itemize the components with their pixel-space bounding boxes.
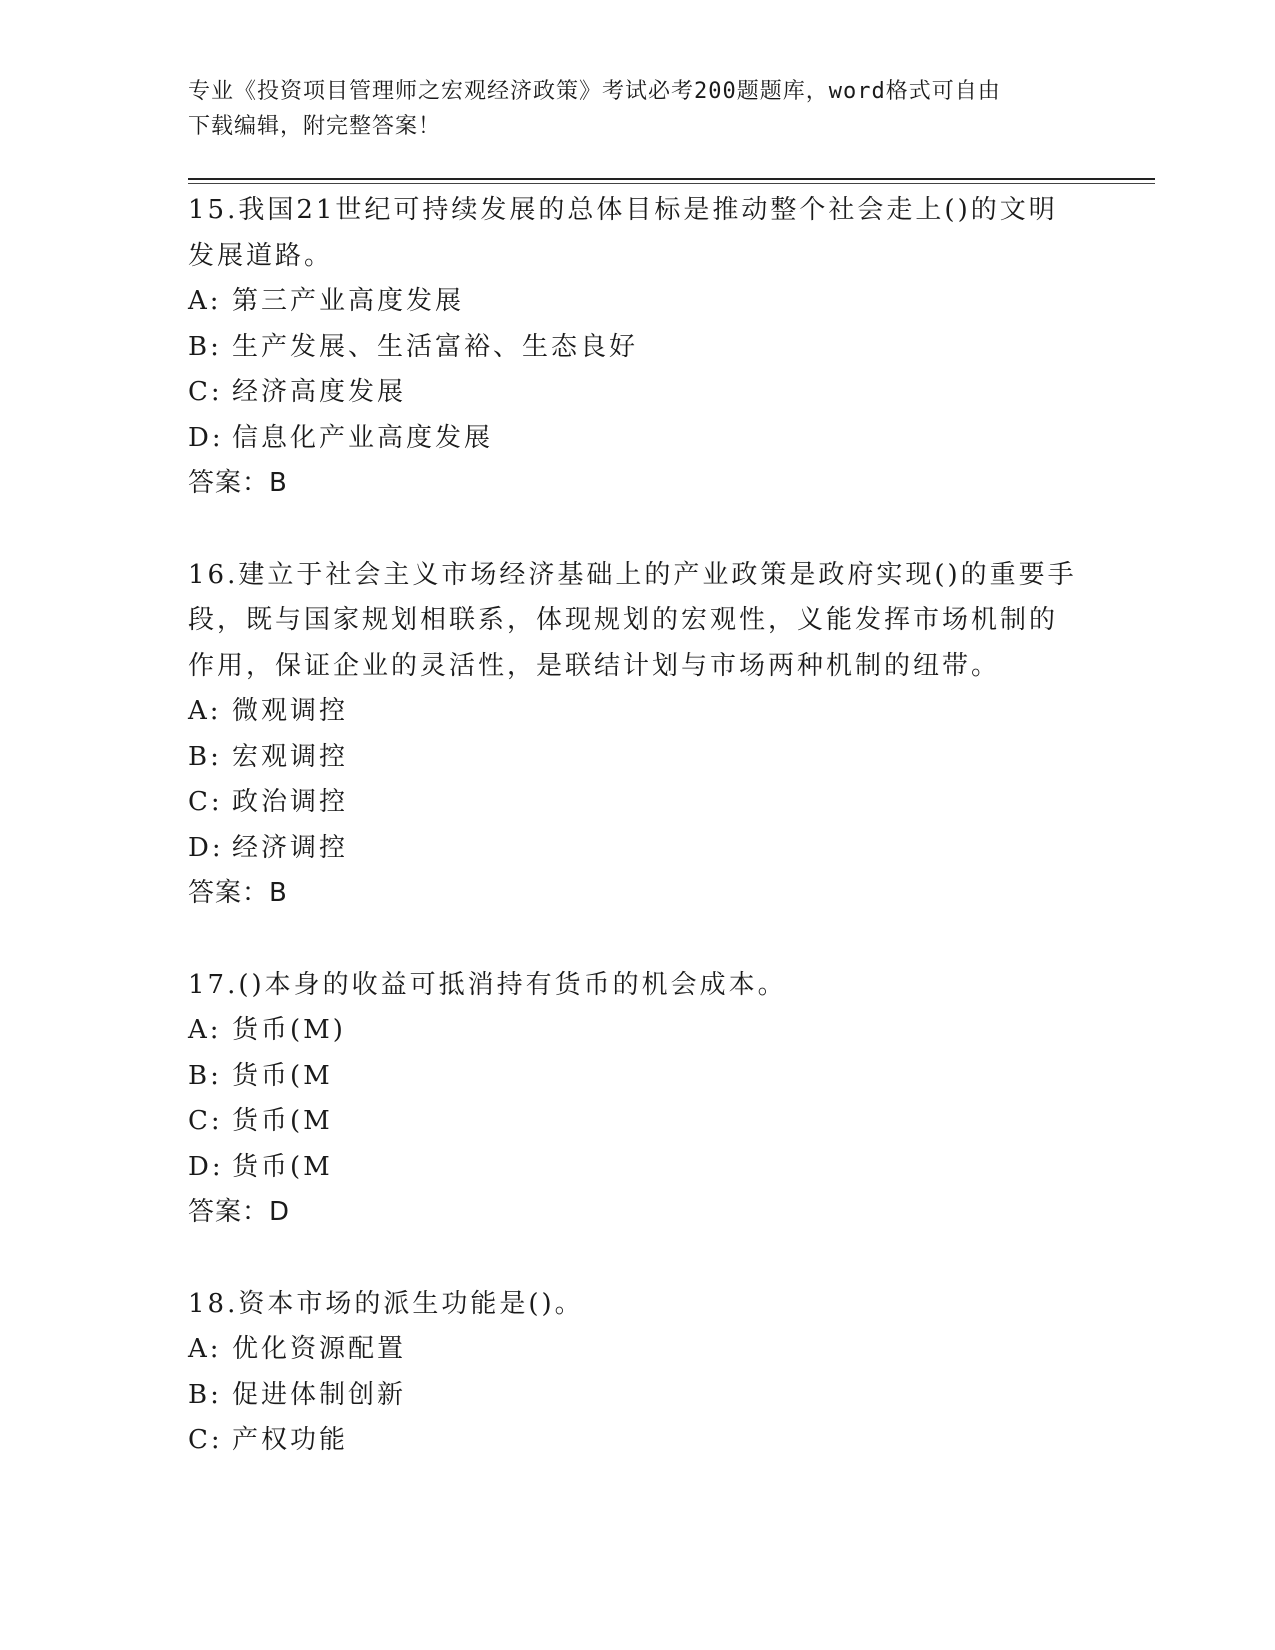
- answer-option: [188, 1008, 1088, 1054]
- option-text: 货币(M: [232, 1060, 333, 1091]
- question-stem-line: 段，既与国家规划相联系，体现规划的宏观性，义能发挥市场机制的: [188, 605, 1059, 635]
- option-text: 经济调控: [232, 832, 349, 863]
- question-stem-line: 作用，保证企业的灵活性，是联结计划与市场两种机制的纽带。: [188, 650, 1001, 681]
- option-text: 第三产业高度发展: [232, 286, 465, 316]
- question-block: [188, 1282, 1088, 1464]
- question-list: [188, 188, 1088, 1510]
- header-rule-thin: [188, 183, 1155, 184]
- answer-option: [188, 1418, 1088, 1464]
- option-text: 货币(M: [232, 1151, 333, 1182]
- answer-option: [188, 826, 1088, 872]
- option-letter: C:: [188, 377, 223, 407]
- option-letter: D:: [188, 422, 224, 453]
- option-text: 经济高度发展: [232, 377, 407, 407]
- question-stem-line: 17.()本身的收益可抵消持有货币的机会成本。: [188, 969, 787, 1000]
- question-block: [188, 188, 1088, 507]
- option-text: 产权功能: [232, 1425, 349, 1455]
- question-block: [188, 963, 1088, 1236]
- option-letter: A:: [188, 696, 222, 726]
- answer-option: [188, 735, 1088, 781]
- header-rule-thick: [188, 178, 1155, 180]
- answer-key: 答案：B: [188, 468, 288, 498]
- option-text: 信息化产业高度发展: [232, 422, 494, 453]
- option-letter: D:: [188, 832, 224, 863]
- question-stem-line: 16.建立于社会主义市场经济基础上的产业政策是政府实现()的重要手: [188, 559, 1077, 590]
- option-letter: D:: [188, 1151, 224, 1182]
- answer-option: [188, 689, 1088, 735]
- answer-option: [188, 1054, 1088, 1100]
- answer-option: [188, 370, 1088, 416]
- option-letter: C:: [188, 787, 223, 817]
- option-text: 货币(M: [232, 1106, 333, 1136]
- option-letter: A:: [188, 286, 222, 316]
- option-text: 优化资源配置: [232, 1334, 407, 1364]
- answer-key: 答案：D: [188, 1197, 291, 1227]
- option-letter: B:: [188, 1060, 222, 1091]
- question-stem-line: 发展道路。: [188, 240, 334, 271]
- option-letter: C:: [188, 1425, 223, 1455]
- option-letter: B:: [188, 741, 222, 772]
- answer-option: [188, 416, 1088, 462]
- answer-option: [188, 1099, 1088, 1145]
- option-letter: C:: [188, 1106, 223, 1136]
- option-text: 宏观调控: [232, 741, 349, 772]
- option-letter: B:: [188, 331, 222, 362]
- header-line-1: 专业《投资项目管理师之宏观经济政策》考试必考200题题库，word格式可自由: [188, 79, 1001, 104]
- option-text: 促进体制创新: [232, 1379, 407, 1410]
- answer-option: [188, 279, 1088, 325]
- option-letter: A:: [188, 1015, 222, 1045]
- option-text: 微观调控: [232, 696, 349, 726]
- answer-key: 答案：B: [188, 878, 288, 908]
- question-stem-line: 15.我国21世纪可持续发展的总体目标是推动整个社会走上()的文明: [188, 195, 1058, 225]
- option-text: 政治调控: [232, 787, 349, 817]
- header-line-2: 下载编辑，附完整答案！: [188, 114, 442, 139]
- option-text: 生产发展、生活富裕、生态良好: [232, 331, 639, 362]
- answer-option: [188, 1145, 1088, 1191]
- document-header: [188, 74, 1068, 144]
- option-text: 货币(M): [232, 1015, 346, 1045]
- answer-option: [188, 780, 1088, 826]
- answer-option: [188, 1373, 1088, 1419]
- question-block: [188, 553, 1088, 917]
- option-letter: A:: [188, 1334, 222, 1364]
- answer-option: [188, 1327, 1088, 1373]
- option-letter: B:: [188, 1379, 222, 1410]
- question-stem-line: 18.资本市场的派生功能是()。: [188, 1288, 584, 1319]
- answer-option: [188, 325, 1088, 371]
